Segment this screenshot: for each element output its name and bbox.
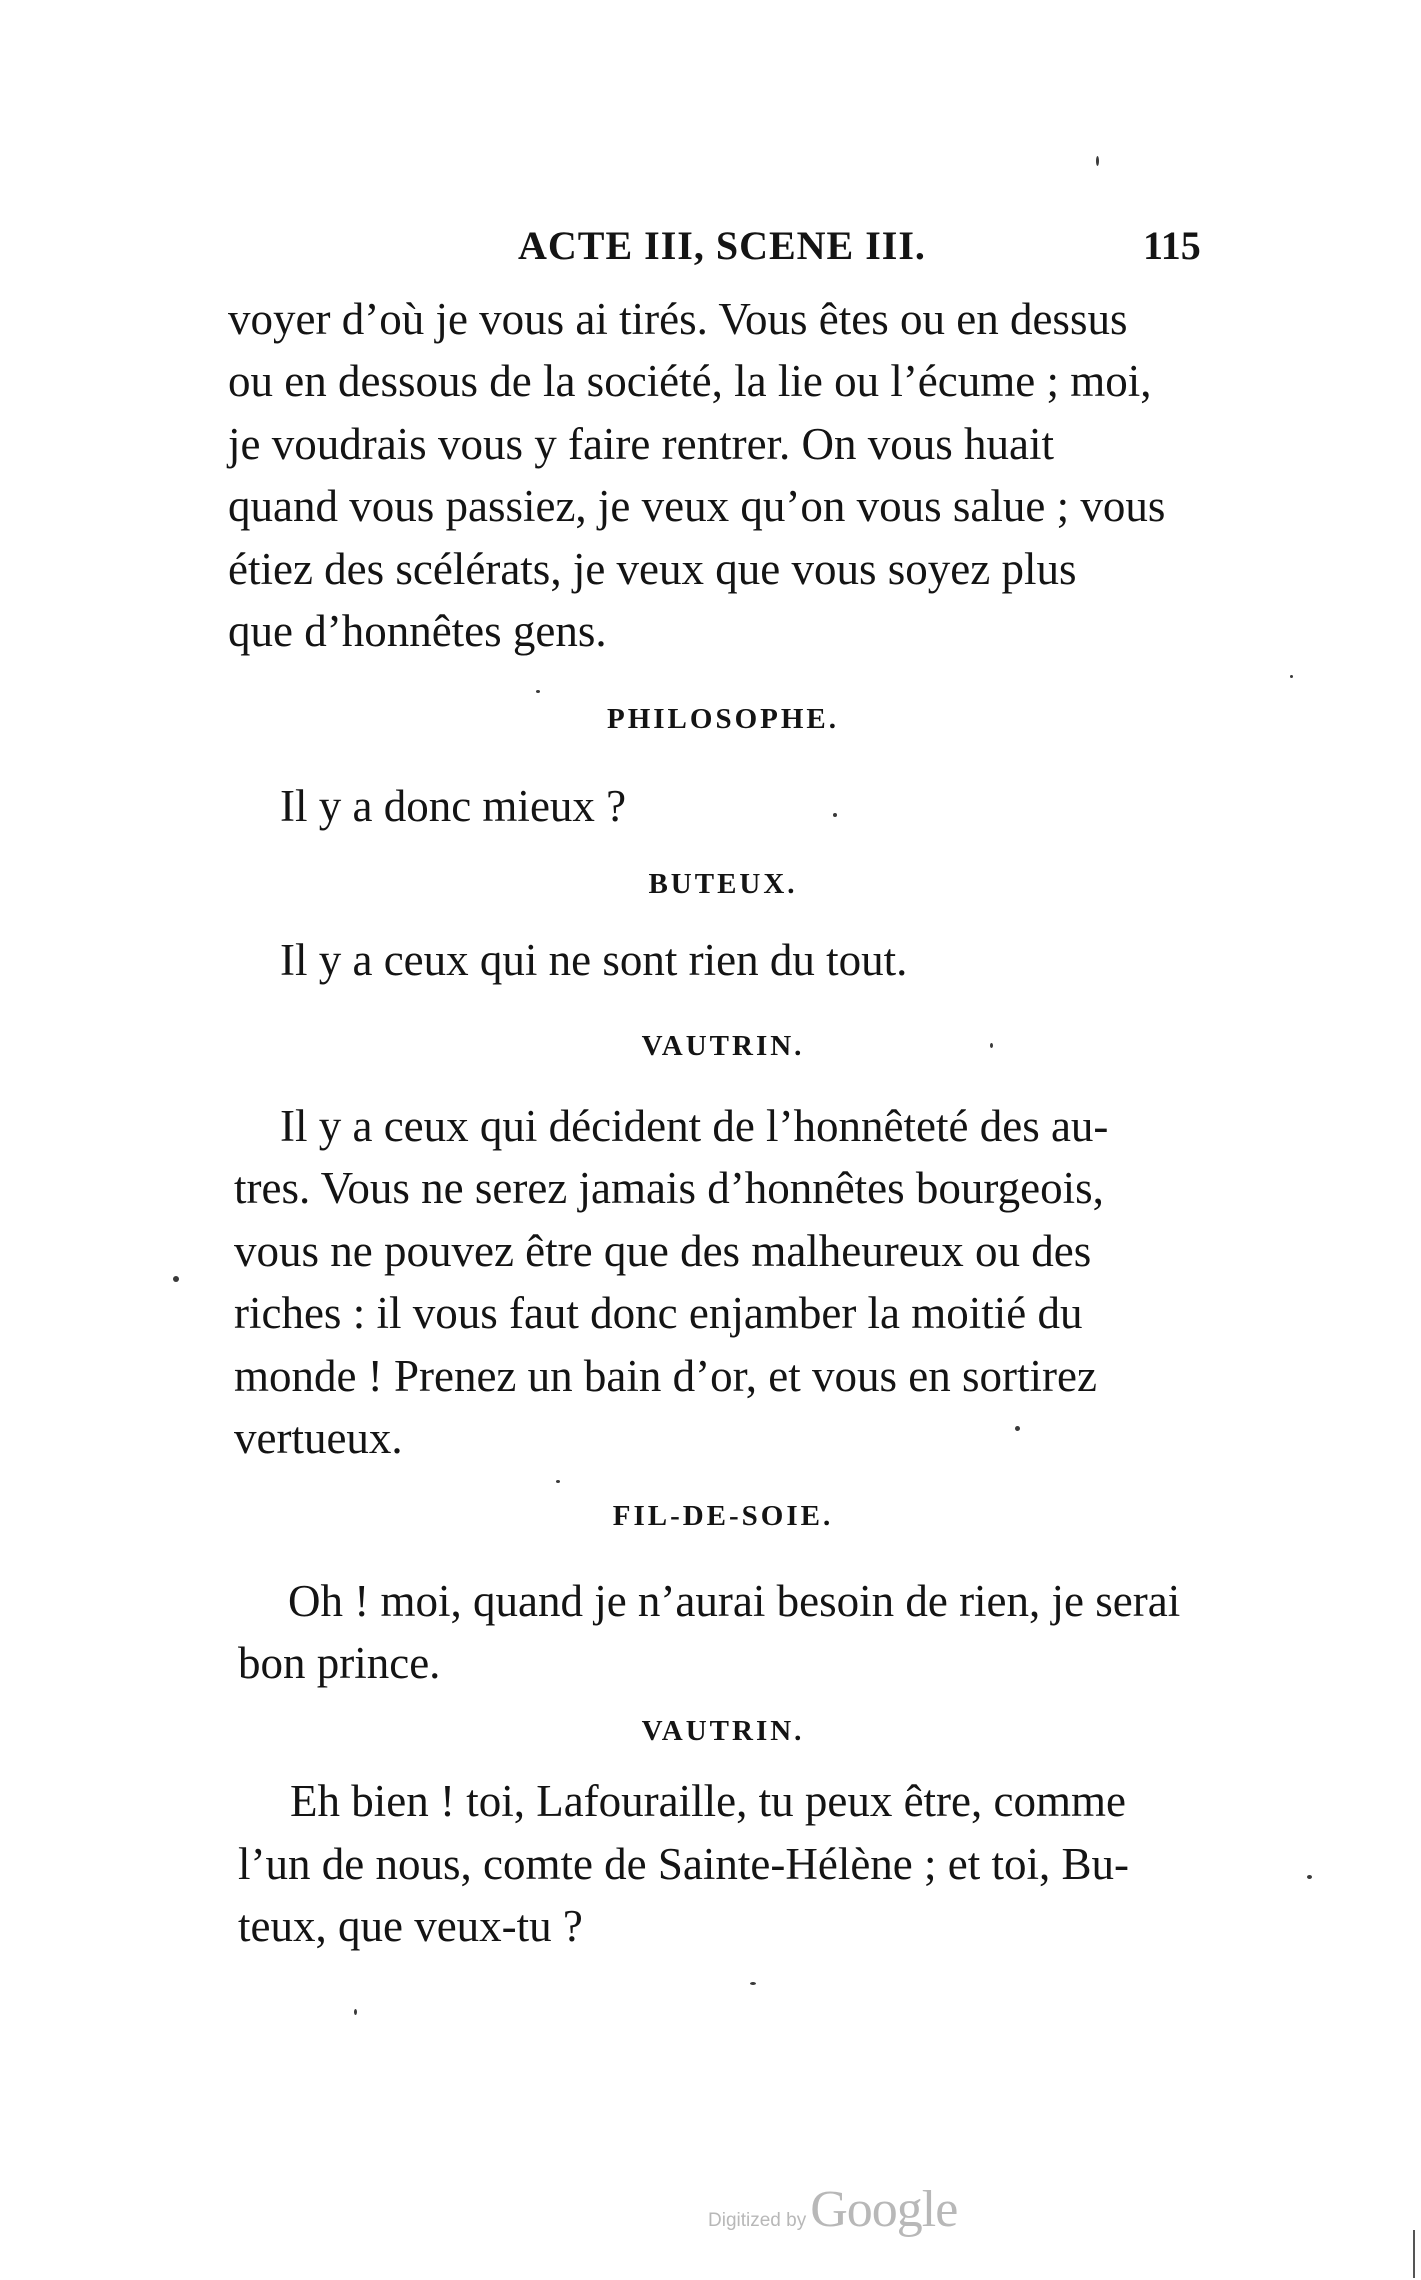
speaker-name: VAUTRIN. [641,1030,805,1062]
digitized-by-label: Digitized by [708,2210,807,2231]
speech-line: Il y a ceux qui décident de l’honnêteté des au- [280,1101,1109,1151]
scan-speck [833,813,837,817]
speech-line: l’un de nous, comte de Sainte-Hélène ; et toi, Bu- [238,1839,1130,1889]
speech-line: Oh ! moi, quand je n’aurai besoin de rien, je serai [288,1576,1181,1626]
speech-line: Il y a donc mieux ? [280,781,627,831]
digitized-by-watermark [708,2180,957,2239]
speech-line: Il y a ceux qui ne sont rien du tout. [280,935,908,985]
scan-speck [1290,675,1293,678]
scan-speck [536,690,540,693]
scan-speck [990,1043,993,1048]
speaker-name: BUTEUX. [648,868,798,900]
scan-speck [1015,1426,1020,1431]
scan-speck [354,2009,357,2015]
text-line: je voudrais vous y faire rentrer. On vous huait [228,419,1055,469]
speaker-name: VAUTRIN. [641,1715,805,1747]
text-line: que d’honnêtes gens. [228,606,607,656]
speech-line: vous ne pouvez être que des malheureux ou des [234,1226,1092,1276]
running-head: ACTE III, SCENE III. [518,223,926,268]
speech-line: monde ! Prenez un bain d’or, et vous en sortirez [234,1351,1097,1401]
speech-line: vertueux. [234,1413,403,1463]
text-line: voyer d’où je vous ai tirés. Vous êtes ou en dessus [228,294,1128,344]
scan-speck [750,1982,756,1985]
scan-speck [556,1480,560,1483]
scan-speck [173,1276,179,1282]
speech-line: Eh bien ! toi, Lafouraille, tu peux être, comme [290,1776,1126,1826]
scan-speck [1096,156,1099,166]
page-header [228,222,1228,278]
text-line: ou en dessous de la société, la lie ou l’écume ; moi, [228,356,1152,406]
page-number: 115 [1143,223,1201,268]
speech-line: bon prince. [238,1638,441,1688]
speaker-name: FIL-DE-SOIE. [612,1500,834,1532]
text-line: quand vous passiez, je veux qu’on vous salue ; vous [228,481,1166,531]
speech-line: teux, que veux-tu ? [238,1901,583,1951]
google-logo: Google [810,2181,958,2238]
speech-line: tres. Vous ne serez jamais d’honnêtes bourgeois, [234,1163,1104,1213]
page-edge-mark [1413,2230,1415,2278]
scan-speck [1307,1875,1312,1879]
speaker-name: PHILOSOPHE. [606,703,839,735]
speech-line: riches : il vous faut donc enjamber la moitié du [234,1288,1083,1338]
text-line: étiez des scélérats, je veux que vous soyez plus [228,544,1077,594]
